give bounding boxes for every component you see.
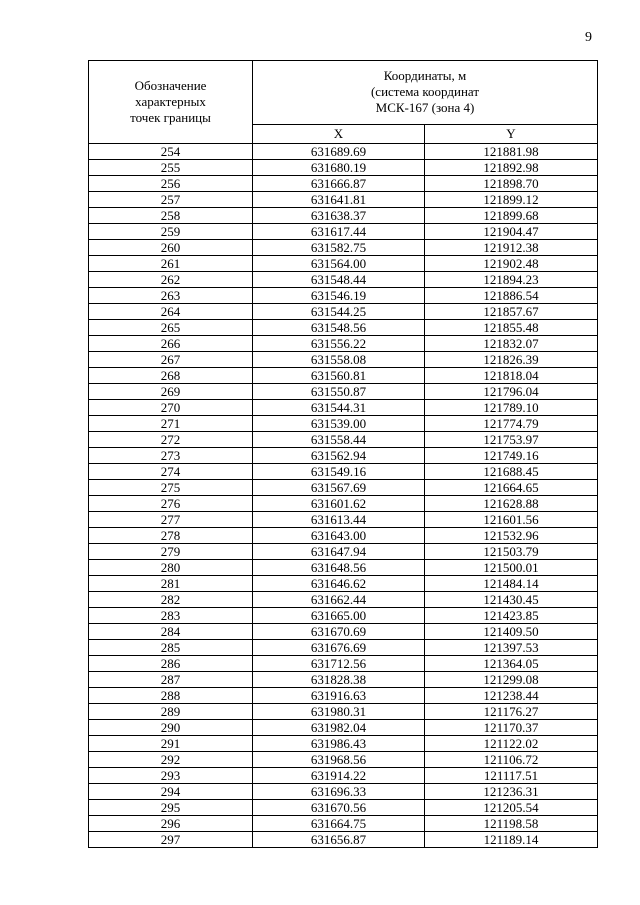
x-coordinate-cell: 631982.04: [253, 720, 425, 736]
y-coordinate-cell: 121902.48: [425, 256, 598, 272]
point-id-cell: 282: [89, 592, 253, 608]
point-id-cell: 293: [89, 768, 253, 784]
table-row: [89, 624, 598, 640]
y-coordinate-cell: 121894.23: [425, 272, 598, 288]
point-id-cell: 295: [89, 800, 253, 816]
table-row: [89, 160, 598, 176]
table-row: [89, 448, 598, 464]
table-row: [89, 784, 598, 800]
y-coordinate-cell: 121886.54: [425, 288, 598, 304]
x-coordinate-cell: 631556.22: [253, 336, 425, 352]
y-coordinate-cell: 121796.04: [425, 384, 598, 400]
y-coordinate-cell: 121664.65: [425, 480, 598, 496]
x-coordinate-cell: 631646.62: [253, 576, 425, 592]
y-coordinate-cell: 121774.79: [425, 416, 598, 432]
y-coordinate-cell: 121176.27: [425, 704, 598, 720]
point-id-cell: 261: [89, 256, 253, 272]
y-coordinate-cell: 121628.88: [425, 496, 598, 512]
y-coordinate-cell: 121198.58: [425, 816, 598, 832]
y-coordinate-cell: 121364.05: [425, 656, 598, 672]
table-row: [89, 768, 598, 784]
point-id-cell: 279: [89, 544, 253, 560]
table-row: [89, 368, 598, 384]
table-row: [89, 464, 598, 480]
x-coordinate-cell: 631676.69: [253, 640, 425, 656]
y-coordinate-cell: 121601.56: [425, 512, 598, 528]
page-number: 9: [585, 30, 592, 45]
table-row: [89, 816, 598, 832]
point-id-cell: 280: [89, 560, 253, 576]
table-row: [89, 496, 598, 512]
x-coordinate-cell: 631648.56: [253, 560, 425, 576]
y-coordinate-cell: 121855.48: [425, 320, 598, 336]
header-points-line: точек границы: [130, 110, 211, 125]
y-coordinate-cell: 121818.04: [425, 368, 598, 384]
table-row: [89, 800, 598, 816]
x-coordinate-cell: 631546.19: [253, 288, 425, 304]
point-id-cell: 266: [89, 336, 253, 352]
table-row: [89, 288, 598, 304]
table-row: [89, 544, 598, 560]
point-id-cell: 265: [89, 320, 253, 336]
x-coordinate-cell: 631916.63: [253, 688, 425, 704]
point-id-cell: 263: [89, 288, 253, 304]
y-coordinate-cell: 121899.68: [425, 208, 598, 224]
y-coordinate-cell: 121409.50: [425, 624, 598, 640]
y-coordinate-cell: 121532.96: [425, 528, 598, 544]
table-row: [89, 592, 598, 608]
x-coordinate-cell: 631662.44: [253, 592, 425, 608]
table-row: [89, 144, 598, 160]
x-coordinate-cell: 631680.19: [253, 160, 425, 176]
point-id-cell: 278: [89, 528, 253, 544]
table-row: [89, 480, 598, 496]
x-coordinate-cell: 631670.69: [253, 624, 425, 640]
x-coordinate-cell: 631689.69: [253, 144, 425, 160]
point-id-cell: 291: [89, 736, 253, 752]
x-coordinate-cell: 631564.00: [253, 256, 425, 272]
point-id-cell: 258: [89, 208, 253, 224]
y-coordinate-cell: 121106.72: [425, 752, 598, 768]
table-row: [89, 320, 598, 336]
y-coordinate-cell: 121789.10: [425, 400, 598, 416]
y-coordinate-cell: 121892.98: [425, 160, 598, 176]
table-row: [89, 576, 598, 592]
header-x: X: [253, 124, 425, 143]
x-coordinate-cell: 631613.44: [253, 512, 425, 528]
point-id-cell: 272: [89, 432, 253, 448]
point-id-cell: 285: [89, 640, 253, 656]
y-coordinate-cell: 121236.31: [425, 784, 598, 800]
x-coordinate-cell: 631562.94: [253, 448, 425, 464]
y-coordinate-cell: 121117.51: [425, 768, 598, 784]
table-row: [89, 176, 598, 192]
y-coordinate-cell: 121484.14: [425, 576, 598, 592]
table-row: [89, 832, 598, 848]
table-row: [89, 304, 598, 320]
x-coordinate-cell: 631647.94: [253, 544, 425, 560]
y-coordinate-cell: 121397.53: [425, 640, 598, 656]
table-row: [89, 720, 598, 736]
y-coordinate-cell: 121912.38: [425, 240, 598, 256]
point-id-cell: 275: [89, 480, 253, 496]
table-row: [89, 416, 598, 432]
point-id-cell: 276: [89, 496, 253, 512]
x-coordinate-cell: 631641.81: [253, 192, 425, 208]
x-coordinate-cell: 631664.75: [253, 816, 425, 832]
point-id-cell: 262: [89, 272, 253, 288]
x-coordinate-cell: 631548.44: [253, 272, 425, 288]
header-points-line: характерных: [135, 94, 206, 109]
point-id-cell: 287: [89, 672, 253, 688]
x-coordinate-cell: 631582.75: [253, 240, 425, 256]
point-id-cell: 284: [89, 624, 253, 640]
x-coordinate-cell: 631643.00: [253, 528, 425, 544]
table-row: [89, 608, 598, 624]
table-row: [89, 352, 598, 368]
point-id-cell: 290: [89, 720, 253, 736]
x-coordinate-cell: 631986.43: [253, 736, 425, 752]
coordinates-table: [88, 60, 598, 848]
point-id-cell: 260: [89, 240, 253, 256]
x-coordinate-cell: 631914.22: [253, 768, 425, 784]
x-coordinate-cell: 631980.31: [253, 704, 425, 720]
point-id-cell: 274: [89, 464, 253, 480]
x-coordinate-cell: 631665.00: [253, 608, 425, 624]
header-coordinates: [253, 61, 598, 125]
header-points: [89, 61, 253, 144]
x-coordinate-cell: 631544.25: [253, 304, 425, 320]
x-coordinate-cell: 631696.33: [253, 784, 425, 800]
x-coordinate-cell: 631558.08: [253, 352, 425, 368]
table-row: [89, 336, 598, 352]
y-coordinate-cell: 121899.12: [425, 192, 598, 208]
x-coordinate-cell: 631670.56: [253, 800, 425, 816]
table-row: [89, 192, 598, 208]
x-coordinate-cell: 631548.56: [253, 320, 425, 336]
y-coordinate-cell: 121189.14: [425, 832, 598, 848]
x-coordinate-cell: 631567.69: [253, 480, 425, 496]
y-coordinate-cell: 121753.97: [425, 432, 598, 448]
point-id-cell: 270: [89, 400, 253, 416]
header-y: Y: [425, 124, 598, 143]
point-id-cell: 277: [89, 512, 253, 528]
y-coordinate-cell: 121122.02: [425, 736, 598, 752]
table-row: [89, 656, 598, 672]
y-coordinate-cell: 121500.01: [425, 560, 598, 576]
table-row: [89, 528, 598, 544]
y-coordinate-cell: 121826.39: [425, 352, 598, 368]
x-coordinate-cell: 631712.56: [253, 656, 425, 672]
point-id-cell: 286: [89, 656, 253, 672]
y-coordinate-cell: 121205.54: [425, 800, 598, 816]
point-id-cell: 257: [89, 192, 253, 208]
point-id-cell: 271: [89, 416, 253, 432]
table-row: [89, 384, 598, 400]
point-id-cell: 269: [89, 384, 253, 400]
point-id-cell: 296: [89, 816, 253, 832]
x-coordinate-cell: 631601.62: [253, 496, 425, 512]
point-id-cell: 297: [89, 832, 253, 848]
point-id-cell: 288: [89, 688, 253, 704]
table-row: [89, 432, 598, 448]
y-coordinate-cell: 121688.45: [425, 464, 598, 480]
x-coordinate-cell: 631638.37: [253, 208, 425, 224]
x-coordinate-cell: 631544.31: [253, 400, 425, 416]
y-coordinate-cell: 121904.47: [425, 224, 598, 240]
point-id-cell: 283: [89, 608, 253, 624]
point-id-cell: 259: [89, 224, 253, 240]
point-id-cell: 264: [89, 304, 253, 320]
header-coordinates-line: Координаты, м: [383, 68, 467, 84]
header-coordinates-line: (система координат: [370, 84, 480, 100]
x-coordinate-cell: 631828.38: [253, 672, 425, 688]
x-coordinate-cell: 631549.16: [253, 464, 425, 480]
x-coordinate-cell: 631656.87: [253, 832, 425, 848]
x-coordinate-cell: 631666.87: [253, 176, 425, 192]
y-coordinate-cell: 121299.08: [425, 672, 598, 688]
table-row: [89, 704, 598, 720]
point-id-cell: 268: [89, 368, 253, 384]
table-row: [89, 208, 598, 224]
table-row: [89, 640, 598, 656]
table-row: [89, 512, 598, 528]
y-coordinate-cell: 121170.37: [425, 720, 598, 736]
y-coordinate-cell: 121749.16: [425, 448, 598, 464]
point-id-cell: 256: [89, 176, 253, 192]
y-coordinate-cell: 121238.44: [425, 688, 598, 704]
table-row: [89, 736, 598, 752]
x-coordinate-cell: 631617.44: [253, 224, 425, 240]
y-coordinate-cell: 121503.79: [425, 544, 598, 560]
table-row: [89, 240, 598, 256]
y-coordinate-cell: 121881.98: [425, 144, 598, 160]
point-id-cell: 292: [89, 752, 253, 768]
table-row: [89, 752, 598, 768]
table-row: [89, 224, 598, 240]
table-row: [89, 256, 598, 272]
point-id-cell: 254: [89, 144, 253, 160]
table-row: [89, 688, 598, 704]
y-coordinate-cell: 121423.85: [425, 608, 598, 624]
y-coordinate-cell: 121832.07: [425, 336, 598, 352]
header-coordinates-line: МСК-167 (зона 4): [375, 100, 475, 116]
header-points-line: Обозначение: [134, 78, 207, 93]
x-coordinate-cell: 631539.00: [253, 416, 425, 432]
table-row: [89, 672, 598, 688]
x-coordinate-cell: 631560.81: [253, 368, 425, 384]
point-id-cell: 289: [89, 704, 253, 720]
point-id-cell: 267: [89, 352, 253, 368]
point-id-cell: 255: [89, 160, 253, 176]
point-id-cell: 294: [89, 784, 253, 800]
y-coordinate-cell: 121898.70: [425, 176, 598, 192]
y-coordinate-cell: 121857.67: [425, 304, 598, 320]
table-row: [89, 272, 598, 288]
point-id-cell: 273: [89, 448, 253, 464]
table-row: [89, 400, 598, 416]
x-coordinate-cell: 631550.87: [253, 384, 425, 400]
x-coordinate-cell: 631558.44: [253, 432, 425, 448]
x-coordinate-cell: 631968.56: [253, 752, 425, 768]
point-id-cell: 281: [89, 576, 253, 592]
table-row: [89, 560, 598, 576]
y-coordinate-cell: 121430.45: [425, 592, 598, 608]
table-body: [89, 144, 598, 848]
